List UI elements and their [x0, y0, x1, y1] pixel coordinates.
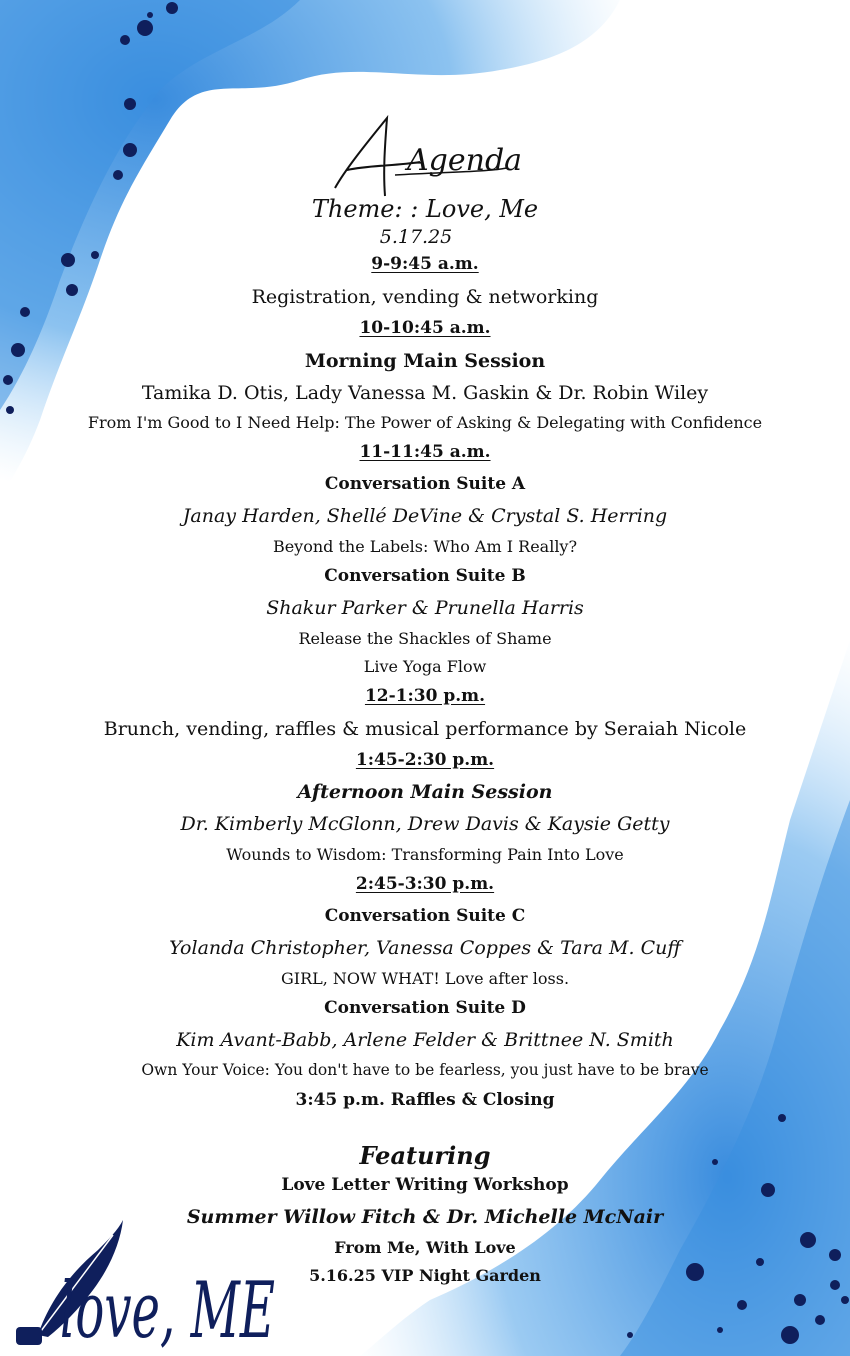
slot4-desc: Brunch, vending, raffles & musical performance by Seraiah Nicole [103, 718, 747, 740]
closing-line: 3:45 p.m. Raffles & Closing [295, 1090, 555, 1110]
slot5-topic: Wounds to Wisdom: Transforming Pain Into Love [226, 845, 624, 864]
featuring-event: From Me, With Love [334, 1238, 516, 1257]
slot2-session: Morning Main Session [304, 350, 546, 372]
slot4-time: 12-1:30 p.m. [364, 686, 486, 706]
suite-a-topic: Beyond the Labels: Who Am I Really? [272, 537, 578, 556]
suite-c-topic: GIRL, NOW WHAT! Love after loss. [280, 969, 570, 988]
slot5-time: 1:45-2:30 p.m. [355, 750, 495, 770]
suite-b-name: Conversation Suite B [324, 566, 526, 586]
suite-d-topic: Own Your Voice: You don't have to be fearless, you just have to be brave [141, 1061, 709, 1079]
suite-b-extra: Live Yoga Flow [363, 657, 487, 676]
slot1-desc: Registration, vending & networking [251, 286, 599, 308]
featuring-hosts: Summer Willow Fitch & Dr. Michelle McNair [186, 1206, 664, 1228]
featuring-workshop: Love Letter Writing Workshop [281, 1175, 569, 1195]
slot5-session: Afternoon Main Session [297, 781, 553, 803]
suite-b-topic: Release the Shackles of Shame [298, 629, 552, 648]
theme-line: Theme: : Love, Me [311, 195, 539, 223]
agenda-title: Agenda [407, 143, 523, 178]
logo-text: love, ME [60, 1266, 275, 1350]
suite-c-name: Conversation Suite C [324, 906, 526, 926]
agenda-title-graphic [325, 110, 525, 200]
slot3-time: 11-11:45 a.m. [359, 442, 491, 462]
suite-a-name: Conversation Suite A [324, 474, 526, 494]
suite-a-speakers: Janay Harden, Shellé DeVine & Crystal S. Herring [182, 505, 668, 527]
suite-c-speakers: Yolanda Christopher, Vanessa Coppes & Tara M. Cuff [169, 937, 681, 959]
slot5-speakers: Dr. Kimberly McGlonn, Drew Davis & Kaysie Getty [180, 813, 670, 835]
slot2-topic: From I'm Good to I Need Help: The Power of Asking & Delegating with Confidence [87, 413, 763, 432]
event-date: 5.17.25 [379, 226, 453, 248]
slot2-time: 10-10:45 a.m. [359, 318, 491, 338]
love-me-logo [8, 1215, 278, 1350]
suite-d-name: Conversation Suite D [324, 998, 526, 1018]
suite-b-speakers: Shakur Parker & Prunella Harris [266, 597, 584, 619]
slot2-speakers: Tamika D. Otis, Lady Vanessa M. Gaskin & Dr. Robin Wiley [141, 382, 709, 404]
slot1-time: 9-9:45 a.m. [371, 254, 479, 274]
slot6-time: 2:45-3:30 p.m. [355, 874, 495, 894]
featuring-vip: 5.16.25 VIP Night Garden [309, 1266, 541, 1285]
suite-d-speakers: Kim Avant-Babb, Arlene Felder & Brittnee N. Smith [176, 1029, 674, 1051]
featuring-heading: Featuring [359, 1141, 491, 1170]
